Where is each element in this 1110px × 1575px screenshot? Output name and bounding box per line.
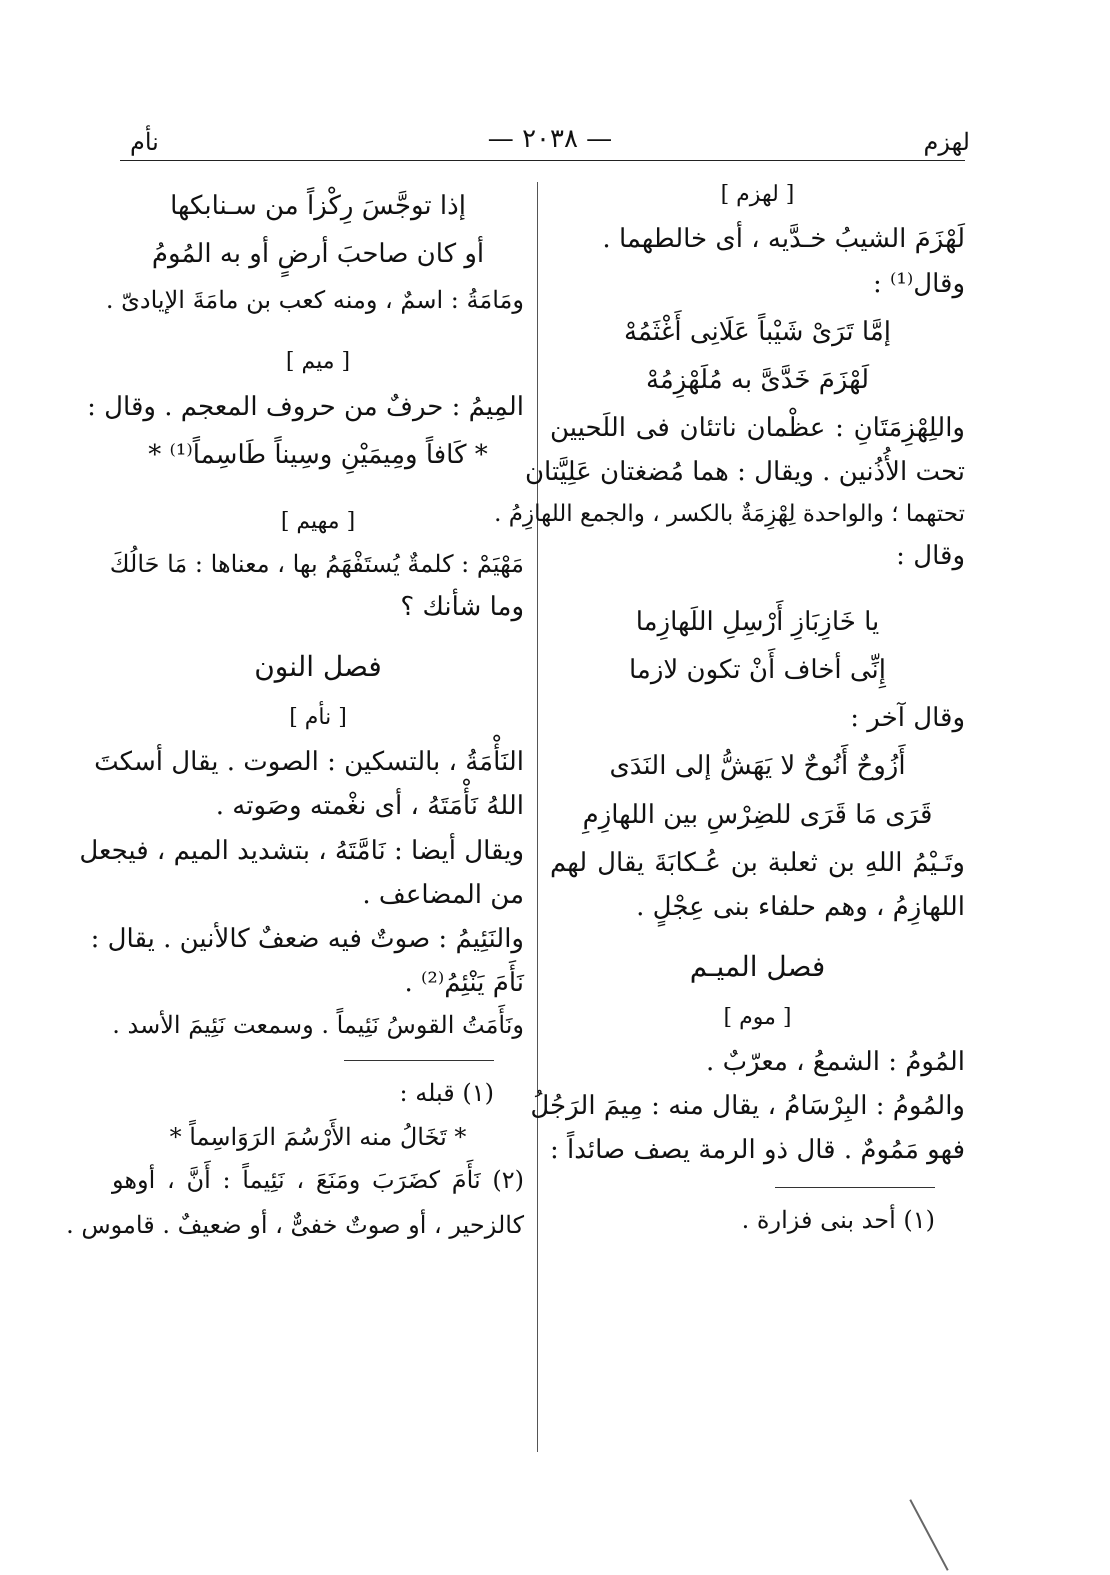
entry-line: واللِهْزِمَتَانِ : عظْمان ناتئان فى اللَحيين	[550, 413, 965, 444]
footnote-verse: * تَخَالُ منه الأَرْسُمَ الرَوَاسِماً *	[169, 1122, 467, 1151]
entry-heading-naam: [ نأم ]	[289, 704, 347, 730]
entry-line: ونَأَمَتُ القوسُ نَئِيماً . وسمعت نَئِيمَ الأسد .	[112, 1011, 524, 1040]
verse-line: يا خَازِبَازِ أَرْسِلِ اللَهازِما	[635, 606, 880, 637]
entry-line: تحت الأُذُنين . ويقال : هما مُضغتان عَلِيَّتان	[524, 457, 965, 488]
entry-line: ويقال أيضا : نَامَّتَهُ ، بتشديد الميم ، فيجعل	[79, 835, 524, 866]
scan-mark	[909, 1499, 948, 1571]
entry-line: لَهْزَمَ الشيبُ خـدَّيه ، أى خالطهما .	[602, 224, 965, 255]
header-rule	[120, 160, 965, 161]
header-left-keyword: نأم	[130, 128, 159, 156]
footnote: كالزحير ، أو صوتٌ خفىٌّ ، أو ضعيفٌ . قاموس .	[66, 1211, 524, 1240]
section-heading-nun: فصل النون	[254, 650, 382, 684]
section-heading-mim: فصل الميـم	[689, 950, 826, 984]
entry-line: النَأْمَةُ ، بالتسكين : الصوت . يقال أسكتَ	[94, 747, 524, 778]
entry-line: وقال آخر :	[850, 703, 965, 734]
verse-line: إذا توجَّسَ رِكْزاً من سـنابكها	[170, 191, 466, 221]
entry-heading-mawm: [ موم ]	[723, 1004, 792, 1030]
entry-line: وقال⁽¹⁾ :	[872, 268, 965, 299]
entry-line: وما شأنك ؟	[400, 592, 524, 623]
entry-line: المُومُ : الشمعُ ، معرّبٌ .	[706, 1047, 965, 1078]
footnote: (١) قبله :	[399, 1079, 494, 1108]
page-header	[130, 120, 970, 160]
entry-line: اللهازِمُ ، وهم حلفاء بنى عِجْلٍ .	[636, 891, 965, 922]
footnote-rule	[344, 1060, 494, 1061]
entry-line: والمُومُ : البِرْسَامُ ، يقال منه : مِيمَ الرَجُلُ	[530, 1091, 965, 1122]
entry-line: من المضاعف .	[362, 879, 524, 910]
entry-line: والنَئِيمُ : صوتٌ فيه ضعفٌ كالأنين . يقال :	[90, 924, 524, 955]
entry-heading-mahyam: [ مهيم ]	[280, 508, 356, 534]
verse-line: أو كان صاحبَ أرضٍ أو به المُومُ	[151, 239, 485, 270]
entry-line: وتَـيْمُ اللهِ بن ثعلبة بن عُـكابَةَ يقال لهم	[550, 847, 965, 878]
verse-line: قَرَى مَا قَرَى للضِرْسِ بين اللهازِمِ	[582, 799, 933, 830]
entry-line: فهو مَمُومٌ . قال ذو الرمة يصف صائداً :	[549, 1135, 965, 1166]
entry-line: ومَامَةُ : اسمٌ ، ومنه كعب بن مامَةَ الإيادىّ .	[105, 286, 524, 315]
footnote: (٢) نَأَمَ كضَرَبَ ومَنَعَ ، نَئِيماً : أَنَّ ، أوهو	[112, 1165, 524, 1194]
entry-line: وقال :	[896, 540, 965, 571]
page-number: — ٢٠٣٨ —	[487, 124, 613, 154]
entry-line: مَهْيَمْ : كلمةٌ يُستَفْهَمُ بها ، معناها : مَا حَالُكَ	[109, 550, 524, 579]
verse-line: إمَّا تَرَىْ شَيْباً عَلَانِى أَغْثَمُهْ	[623, 316, 892, 347]
footnote: (١) أحد بنى فزارة .	[741, 1205, 935, 1234]
entry-line: المِيمُ : حرفٌ من حروف المعجم . وقال :	[87, 391, 524, 422]
footnote-rule	[775, 1187, 935, 1188]
entry-heading-lahzam: [ لهزم ]	[720, 182, 795, 207]
verse-line: * كَافاً ومِيمَيْنِ وسِيناً طَاسِماً⁽¹⁾ *	[148, 439, 488, 470]
left-column	[66, 180, 524, 1249]
column-divider	[537, 182, 538, 1452]
entry-line: اللهُ نَأْمَتَهُ ، أى نغْمته وصَوته .	[215, 791, 524, 822]
verse-line: لَهْزَمَ خَدَّىَّ به مُلَهْزِمُهْ	[645, 364, 870, 395]
entry-line: نَأَمَ يَنْئِمُ⁽²⁾ .	[404, 968, 524, 999]
header-right-keyword: لهزم	[923, 128, 970, 156]
entry-line: تحتهما ؛ والواحدة لِهْزِمَةٌ بالكسر ، والجمع اللهازِمُ .	[494, 500, 965, 527]
verse-line: إِنِّى أخاف أَنْ تكون لازما	[628, 654, 887, 685]
entry-heading-mim: [ ميم ]	[285, 349, 351, 375]
verse-line: أَزُوحٌ أَنُوحٌ لا يَهَشُّ إلى النَدَى	[609, 751, 906, 782]
right-column	[494, 172, 965, 1243]
